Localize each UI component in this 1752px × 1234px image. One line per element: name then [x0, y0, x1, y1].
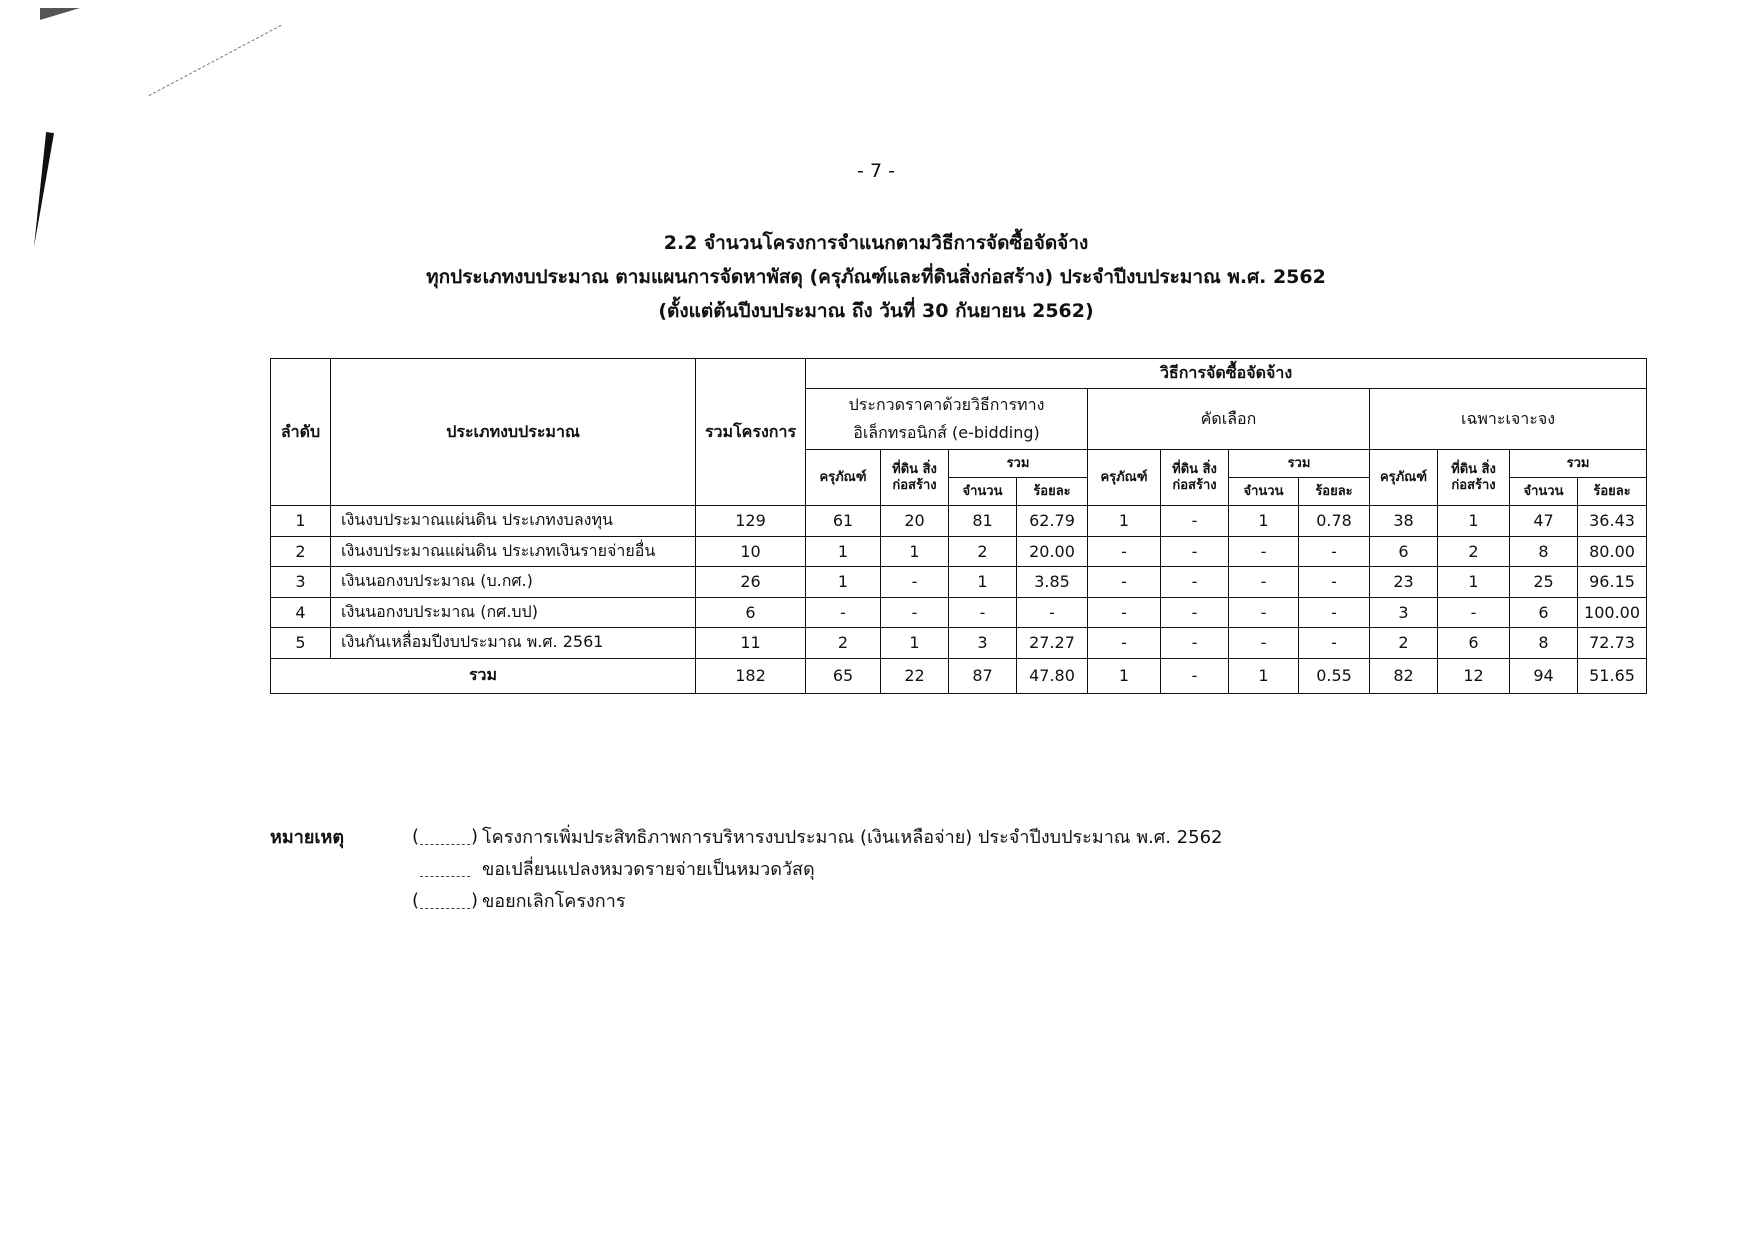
page-number: - 7 - — [857, 160, 895, 182]
cell-sp-equipment: 6 — [1370, 536, 1438, 567]
cell-eb-count: 3 — [949, 628, 1017, 659]
total-eb-count: 87 — [949, 658, 1017, 693]
cell-sel-percent: - — [1299, 628, 1370, 659]
cell-budget-type: เงินนอกงบประมาณ (กศ.บป) — [331, 597, 696, 628]
note-marker: ( ) — [412, 889, 478, 911]
cell-sel-land: - — [1161, 567, 1229, 598]
cell-total: 129 — [696, 506, 806, 537]
header-sel-equipment: ครุภัณฑ์ — [1088, 450, 1161, 506]
header-order: ลำดับ — [271, 359, 331, 506]
cell-sel-equipment: - — [1088, 628, 1161, 659]
cell-eb-percent: 62.79 — [1017, 506, 1088, 537]
cell-no: 5 — [271, 628, 331, 659]
total-sp-equipment: 82 — [1370, 658, 1438, 693]
cell-eb-count: - — [949, 597, 1017, 628]
header-sel-count: จำนวน — [1229, 478, 1299, 506]
cell-sel-count: - — [1229, 628, 1299, 659]
cell-sp-count: 25 — [1510, 567, 1578, 598]
total-sel-equipment: 1 — [1088, 658, 1161, 693]
cell-sp-count: 6 — [1510, 597, 1578, 628]
header-procurement-method: วิธีการจัดซื้อจัดจ้าง — [806, 359, 1647, 389]
scan-artifact-line — [149, 25, 282, 96]
cell-eb-percent: 27.27 — [1017, 628, 1088, 659]
cell-sel-equipment: 1 — [1088, 506, 1161, 537]
header-total-projects: รวมโครงการ — [696, 359, 806, 506]
cell-eb-land: 1 — [881, 628, 949, 659]
header-specific: เฉพาะเจาะจง — [1370, 389, 1647, 450]
cell-sel-percent: - — [1299, 567, 1370, 598]
total-sp-percent: 51.65 — [1578, 658, 1647, 693]
header-sp-sum: รวม — [1510, 450, 1647, 478]
cell-sp-land: 2 — [1438, 536, 1510, 567]
notes-label: หมายเหตุ — [270, 827, 345, 848]
cell-no: 4 — [271, 597, 331, 628]
header-sel-sum: รวม — [1229, 450, 1370, 478]
cell-eb-land: 20 — [881, 506, 949, 537]
title-line-2: ทุกประเภทงบประมาณ ตามแผนการจัดหาพัสดุ (ครุภัณฑ์และที่ดินสิ่งก่อสร้าง) ประจำปีงบประมาณ พ.ศ. 2562 — [426, 266, 1326, 288]
header-sp-count: จำนวน — [1510, 478, 1578, 506]
header-budget-type: ประเภทงบประมาณ — [331, 359, 696, 506]
total-label: รวม — [271, 658, 696, 693]
header-sel-percent: ร้อยละ — [1299, 478, 1370, 506]
cell-budget-type: เงินกันเหลื่อมปีงบประมาณ พ.ศ. 2561 — [331, 628, 696, 659]
cell-sp-equipment: 3 — [1370, 597, 1438, 628]
total-sp-count: 94 — [1510, 658, 1578, 693]
document-title — [0, 226, 1752, 328]
cell-total: 11 — [696, 628, 806, 659]
cell-sel-equipment: - — [1088, 567, 1161, 598]
header-ebidding: ประกวดราคาด้วยวิธีการทาง อิเล็กทรอนิกส์ (e-bidding) — [806, 389, 1088, 450]
cell-no: 2 — [271, 536, 331, 567]
cell-eb-count: 1 — [949, 567, 1017, 598]
cell-budget-type: เงินงบประมาณแผ่นดิน ประเภทเงินรายจ่ายอื่น — [331, 536, 696, 567]
cell-eb-count: 2 — [949, 536, 1017, 567]
cell-sp-count: 47 — [1510, 506, 1578, 537]
cell-sp-equipment: 23 — [1370, 567, 1438, 598]
note-item — [412, 886, 625, 915]
cell-sel-count: 1 — [1229, 506, 1299, 537]
cell-sel-land: - — [1161, 536, 1229, 567]
cell-eb-equipment: 1 — [806, 536, 881, 567]
total-eb-equipment: 65 — [806, 658, 881, 693]
cell-sel-percent: 0.78 — [1299, 506, 1370, 537]
cell-sel-equipment: - — [1088, 597, 1161, 628]
table-row — [271, 597, 1647, 628]
cell-eb-equipment: 1 — [806, 567, 881, 598]
cell-sel-land: - — [1161, 597, 1229, 628]
cell-sel-land: - — [1161, 628, 1229, 659]
cell-sel-percent: - — [1299, 536, 1370, 567]
cell-sp-percent: 100.00 — [1578, 597, 1647, 628]
cell-eb-land: - — [881, 567, 949, 598]
cell-sp-land: 1 — [1438, 567, 1510, 598]
procurement-table — [270, 358, 1647, 694]
cell-sp-percent: 72.73 — [1578, 628, 1647, 659]
cell-no: 3 — [271, 567, 331, 598]
cell-eb-equipment: 61 — [806, 506, 881, 537]
total-sel-percent: 0.55 — [1299, 658, 1370, 693]
total-projects: 182 — [696, 658, 806, 693]
header-eb-count: จำนวน — [949, 478, 1017, 506]
cell-eb-percent: 20.00 — [1017, 536, 1088, 567]
note-item — [412, 854, 815, 883]
table-row — [271, 628, 1647, 659]
cell-eb-equipment: - — [806, 597, 881, 628]
header-eb-sum: รวม — [949, 450, 1088, 478]
cell-no: 1 — [271, 506, 331, 537]
cell-sp-percent: 80.00 — [1578, 536, 1647, 567]
table-row — [271, 567, 1647, 598]
header-sel-land: ที่ดิน สิ่งก่อสร้าง — [1161, 450, 1229, 506]
cell-eb-percent: - — [1017, 597, 1088, 628]
total-sel-count: 1 — [1229, 658, 1299, 693]
cell-sp-land: 6 — [1438, 628, 1510, 659]
cell-eb-count: 81 — [949, 506, 1017, 537]
cell-sp-equipment: 38 — [1370, 506, 1438, 537]
cell-sel-count: - — [1229, 597, 1299, 628]
cell-budget-type: เงินงบประมาณแผ่นดิน ประเภทงบลงทุน — [331, 506, 696, 537]
table-total-row — [271, 658, 1647, 693]
cell-total: 6 — [696, 597, 806, 628]
cell-sp-land: - — [1438, 597, 1510, 628]
note-text: ขอเปลี่ยนแปลงหมวดรายจ่ายเป็นหมวดวัสดุ — [482, 859, 815, 880]
table-row — [271, 506, 1647, 537]
cell-eb-equipment: 2 — [806, 628, 881, 659]
note-text: ขอยกเลิกโครงการ — [482, 891, 626, 912]
header-eb-land: ที่ดิน สิ่งก่อสร้าง — [881, 450, 949, 506]
cell-sp-count: 8 — [1510, 536, 1578, 567]
header-sp-land: ที่ดิน สิ่งก่อสร้าง — [1438, 450, 1510, 506]
cell-total: 26 — [696, 567, 806, 598]
total-eb-percent: 47.80 — [1017, 658, 1088, 693]
header-selection: คัดเลือก — [1088, 389, 1370, 450]
cell-sp-land: 1 — [1438, 506, 1510, 537]
header-sp-percent: ร้อยละ — [1578, 478, 1647, 506]
note-item — [412, 822, 1223, 851]
cell-sp-count: 8 — [1510, 628, 1578, 659]
note-text: โครงการเพิ่มประสิทธิภาพการบริหารงบประมาณ (เงินเหลือจ่าย) ประจำปีงบประมาณ พ.ศ. 2562 — [482, 827, 1223, 848]
cell-sel-land: - — [1161, 506, 1229, 537]
cell-sp-percent: 36.43 — [1578, 506, 1647, 537]
cell-sp-percent: 96.15 — [1578, 567, 1647, 598]
cell-eb-land: - — [881, 597, 949, 628]
note-marker — [412, 859, 478, 879]
cell-sel-percent: - — [1299, 597, 1370, 628]
cell-sel-count: - — [1229, 567, 1299, 598]
header-eb-percent: ร้อยละ — [1017, 478, 1088, 506]
cell-eb-percent: 3.85 — [1017, 567, 1088, 598]
cell-sp-equipment: 2 — [1370, 628, 1438, 659]
header-eb-equipment: ครุภัณฑ์ — [806, 450, 881, 506]
scan-artifact-corner — [40, 8, 80, 20]
table-row — [271, 536, 1647, 567]
header-sp-equipment: ครุภัณฑ์ — [1370, 450, 1438, 506]
title-line-3: (ตั้งแต่ต้นปีงบประมาณ ถึง วันที่ 30 กันยายน 2562) — [658, 300, 1094, 322]
cell-sel-count: - — [1229, 536, 1299, 567]
note-marker: ( ) — [412, 825, 478, 847]
cell-budget-type: เงินนอกงบประมาณ (บ.กศ.) — [331, 567, 696, 598]
total-eb-land: 22 — [881, 658, 949, 693]
cell-total: 10 — [696, 536, 806, 567]
cell-sel-equipment: - — [1088, 536, 1161, 567]
total-sp-land: 12 — [1438, 658, 1510, 693]
cell-eb-land: 1 — [881, 536, 949, 567]
title-line-1: 2.2 จำนวนโครงการจำแนกตามวิธีการจัดซื้อจัดจ้าง — [663, 232, 1089, 254]
total-sel-land: - — [1161, 658, 1229, 693]
